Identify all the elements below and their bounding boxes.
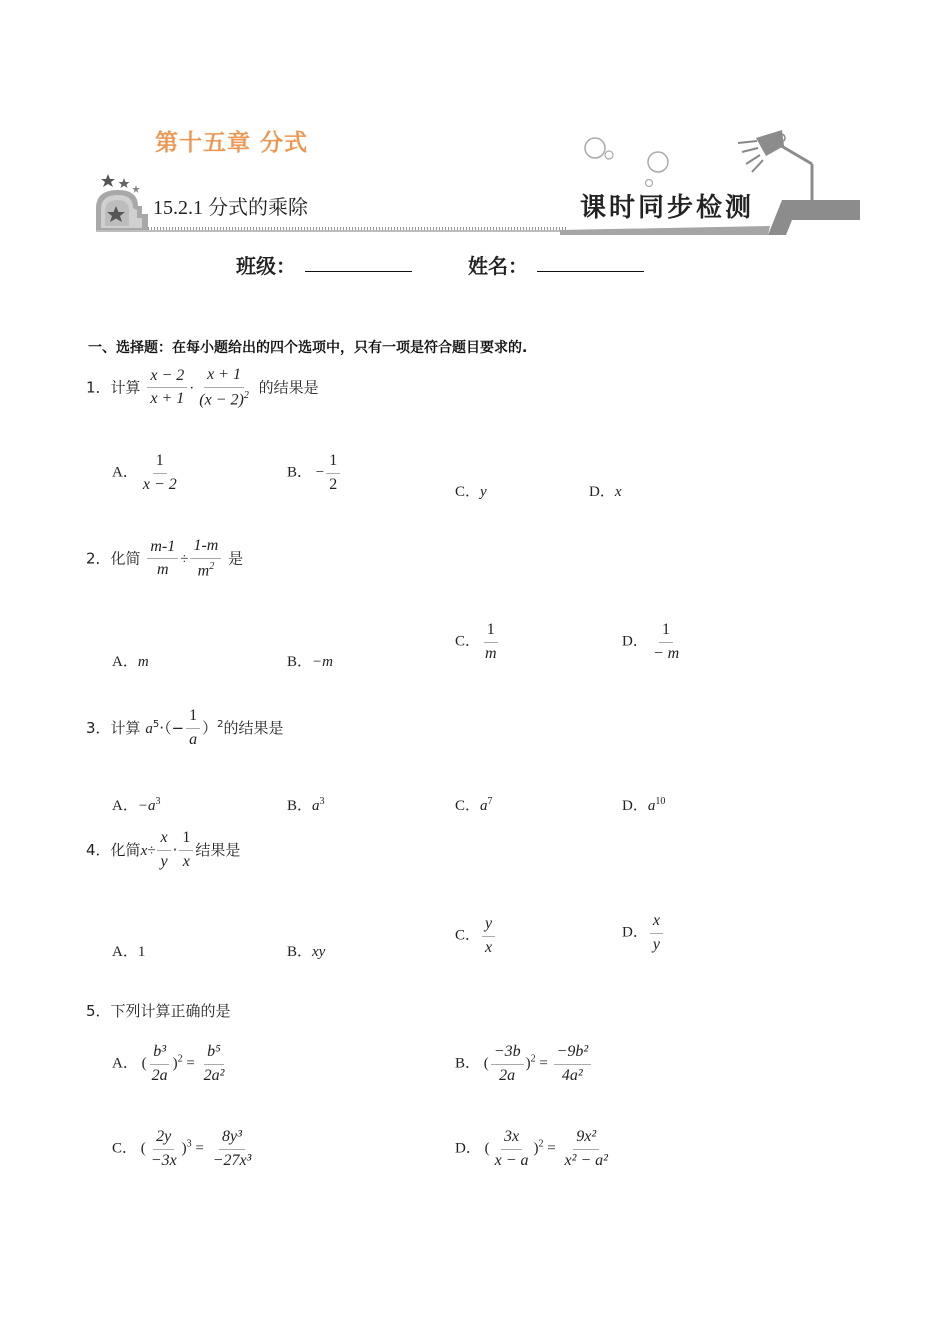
- question-number: 1．: [86, 378, 111, 397]
- q2-option-d[interactable]: D． $\frac{1}{- m}$: [622, 621, 680, 662]
- class-field[interactable]: [305, 251, 412, 272]
- chapter-title: 第十五章 分式: [155, 130, 309, 156]
- name-field[interactable]: [537, 251, 644, 272]
- name-label: 姓名：: [468, 254, 528, 278]
- q3-option-a[interactable]: A．$-a^3$: [112, 796, 161, 814]
- question-3: 3．计算 $a^5\cdot(-$ $\frac{1}{a}$ ）$^2$的结果是: [86, 707, 284, 748]
- question-2: 2．化简 $\frac{m-1}{m}$ ÷ $\frac{1-m}{m^2}$ 是: [86, 537, 244, 580]
- fraction: $\frac{x - 2}{x + 1}$: [147, 368, 187, 409]
- banner-label: 课时同步检测: [580, 193, 755, 223]
- question-1: 1．计算 $\frac{x - 2}{x + 1}$ · $\frac{x + 1}{(x - 2)^2}$ 的结果是: [86, 366, 319, 409]
- q2-option-c[interactable]: C． $\frac{1}{m}$: [455, 621, 497, 662]
- star-badge-icon: [94, 172, 154, 234]
- fraction: $\frac{1-m}{m^2}$: [190, 538, 221, 580]
- q5-option-a[interactable]: A． ( $\frac{\text{b³}}{2a}$ )$^2$ = $\frac{\text{b⁵}}{\text{2a²}}$: [112, 1043, 225, 1084]
- q4-option-c[interactable]: C． $\frac{y}{x}$: [455, 916, 497, 957]
- q1-option-c[interactable]: C．y: [455, 484, 487, 500]
- class-label: 班级：: [236, 254, 296, 278]
- question-prefix: 计算: [110, 378, 141, 397]
- section-heading: 一、选择题：在每小题给出的四个选项中，只有一项是符合题目要求的.: [88, 340, 528, 356]
- q5-option-b[interactable]: B． ( $\frac{-3b}{2a}$ )$^2$ = $\frac{\text{−9b²}}{\text{4a²}}$: [455, 1044, 593, 1085]
- q5-option-c[interactable]: C． ( $\frac{2y}{-3x}$ )$^3$ = $\frac{\text{8y³}}{\text{−27x³}}$: [112, 1128, 252, 1169]
- q3-option-b[interactable]: B．$a^3$: [287, 796, 325, 814]
- q4-option-b[interactable]: B．xy: [287, 944, 326, 960]
- question-4: 4．化简x÷ $\frac{x}{y}$ · $\frac{1}{x}$ 结果是: [86, 829, 241, 870]
- question-suffix: 的结果是: [258, 378, 319, 397]
- q1-option-b[interactable]: B． − $\frac{1}{2}$: [287, 453, 342, 494]
- fraction: $\frac{x + 1}{(x - 2)^2}$: [199, 366, 249, 409]
- section-title: 15.2.1 分式的乘除: [153, 197, 308, 219]
- q1-option-d[interactable]: D．x: [589, 484, 622, 500]
- q3-option-c[interactable]: C．$a^7$: [455, 796, 493, 814]
- q4-option-d[interactable]: D． $\frac{x}{y}$: [622, 913, 665, 954]
- q2-option-a[interactable]: A．m: [112, 654, 149, 670]
- banner-underline: [96, 230, 576, 232]
- q3-option-d[interactable]: D．$a^{10}$: [622, 796, 666, 814]
- q5-option-d[interactable]: D． ( $\frac{3x}{x - a}$ )$^2$ = $\frac{\text{9x²}}{\text{x² − a²}}$: [455, 1128, 608, 1169]
- q1-option-a[interactable]: A． $\frac{1}{x - 2}$: [112, 452, 177, 493]
- question-5: 5．下列计算正确的是: [86, 1002, 231, 1020]
- q2-option-b[interactable]: B．−m: [287, 654, 333, 670]
- q4-option-a[interactable]: A．1: [112, 944, 146, 960]
- fraction: $\frac{m-1}{m}$: [147, 539, 178, 580]
